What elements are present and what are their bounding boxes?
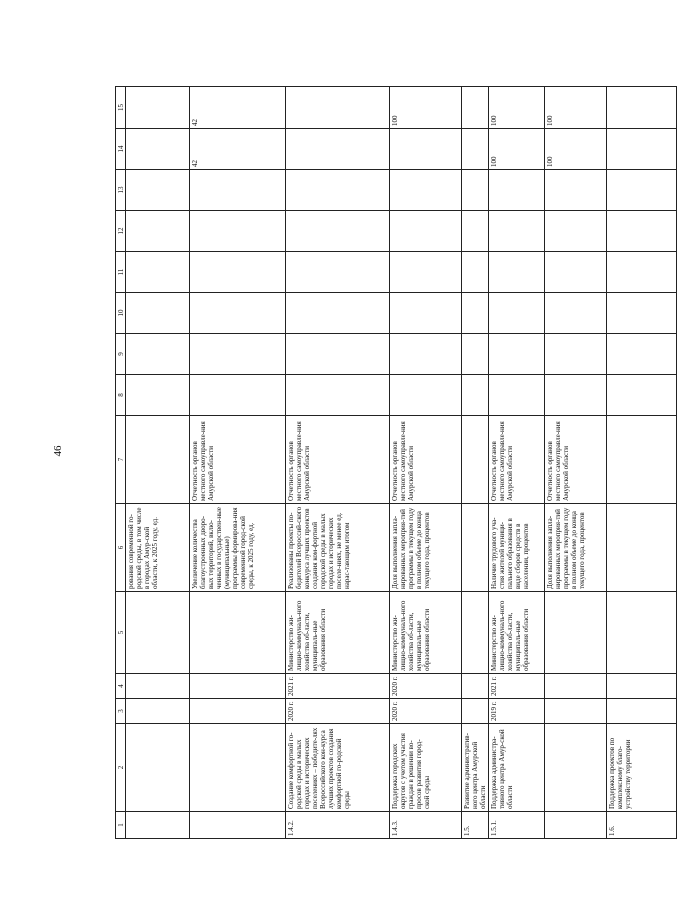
table-cell-col-3 <box>462 699 489 724</box>
table-cell-col-14: 100 <box>489 129 545 170</box>
header-cell-3: 3 <box>116 699 126 724</box>
table-cell-col-7: Отчетность органов местного самоуправле-ния Амурской области <box>286 416 390 504</box>
table-cell-col-11 <box>489 252 545 293</box>
table-cell-col-13 <box>462 170 489 211</box>
header-cell-11: 11 <box>116 252 126 293</box>
table-cell-col-13 <box>607 170 677 211</box>
table-cell-col-6: Наличие трудового уча-стия жителей муници-пального образования в виде сборов средств в населении, процентов <box>489 504 545 592</box>
table-cell-col-11 <box>190 252 286 293</box>
table-cell-col-3: 2020 г. <box>286 699 390 724</box>
table-cell-col-13 <box>390 170 462 211</box>
table-row <box>489 87 545 839</box>
table-row <box>190 87 286 839</box>
table-cell-col-2: Поддержка городских округов с учетом участия граждан в решении во-просов развития город-ской среды <box>390 724 462 812</box>
page-number: 46 <box>52 445 64 457</box>
table-cell-col-6: Реализованы проекты по-бедителей Всероссий-ского конкурса лучших проектов создания ком-фортной городской среды в малых городах и исторических поселе-ниях, не менее ед. нарас-тающим итогом <box>286 504 390 592</box>
table-cell-col-15: 100 <box>545 87 607 129</box>
table-cell-col-11 <box>126 252 190 293</box>
table-cell-col-6: Доля выполнения запла-нированных мероприя-тий программы в текущем году в полном объеме до конца текущего года, процентов <box>390 504 462 592</box>
table-cell-col-4 <box>126 674 190 699</box>
table-cell-col-12 <box>390 211 462 252</box>
header-cell-7: 7 <box>116 416 126 504</box>
table-cell-col-8 <box>607 375 677 416</box>
table-cell-col-12 <box>607 211 677 252</box>
table-cell-col-3 <box>545 699 607 724</box>
table-cell-col-7 <box>462 416 489 504</box>
table-cell-col-7 <box>126 416 190 504</box>
table-cell-col-4 <box>462 674 489 699</box>
table-cell-col-14: 100 <box>545 129 607 170</box>
header-cell-10: 10 <box>116 293 126 334</box>
program-measures-table <box>115 86 677 839</box>
table-row <box>286 87 390 839</box>
table-cell-col-8 <box>190 375 286 416</box>
table-cell-col-7: Отчетность органов местного самоуправле-ния Амурской области <box>190 416 286 504</box>
table-cell-col-5 <box>545 592 607 674</box>
header-cell-2: 2 <box>116 724 126 812</box>
table-cell-col-14: 42 <box>190 129 286 170</box>
table-cell-col-10 <box>489 293 545 334</box>
table-cell-col-8 <box>545 375 607 416</box>
table-cell-col-9 <box>390 334 462 375</box>
header-cell-6: 6 <box>116 504 126 592</box>
table-cell-col-8 <box>126 375 190 416</box>
table-cell-col-1: 1.4.2. <box>286 812 390 839</box>
header-cell-12: 12 <box>116 211 126 252</box>
table-cell-col-14 <box>286 129 390 170</box>
table-cell-col-9 <box>489 334 545 375</box>
table-cell-col-10 <box>607 293 677 334</box>
table-cell-col-10 <box>545 293 607 334</box>
table-cell-col-5: Министерство жи-лищно-коммуналь-ного хозяйства об-ласти, муниципаль-ные образования области <box>286 592 390 674</box>
table-cell-col-4 <box>607 674 677 699</box>
table-cell-col-7: Отчетность органов местного самоуправле-ния Амурской области <box>545 416 607 504</box>
table-cell-col-10 <box>190 293 286 334</box>
table-cell-col-8 <box>489 375 545 416</box>
table-cell-col-5 <box>190 592 286 674</box>
table-cell-col-4: 2020 г. <box>390 674 462 699</box>
table-cell-col-10 <box>126 293 190 334</box>
table-cell-col-13 <box>286 170 390 211</box>
table-cell-col-4 <box>190 674 286 699</box>
table-cell-col-10 <box>390 293 462 334</box>
table-cell-col-3: 2019 г. <box>489 699 545 724</box>
table-cell-col-6: Увеличение количества благоустроенных дворо-вых территорий, вклю-ченных в государствен-ные (муниципальные) программы формирова-ния современной город-ской среды, к 2025 году, ед. <box>190 504 286 592</box>
table-cell-col-12 <box>462 211 489 252</box>
table-cell-col-10 <box>462 293 489 334</box>
table-cell-col-14 <box>390 129 462 170</box>
table-cell-col-2 <box>545 724 607 812</box>
table-cell-col-9 <box>462 334 489 375</box>
table-cell-col-12 <box>190 211 286 252</box>
table-cell-col-5: Министерство жи-лищно-коммуналь-ного хозяйства об-ласти, муниципаль-ные образования области <box>390 592 462 674</box>
table-cell-col-11 <box>607 252 677 293</box>
table-cell-col-9 <box>607 334 677 375</box>
table-cell-col-14 <box>462 129 489 170</box>
table-cell-col-1 <box>126 812 190 839</box>
table-cell-col-11 <box>545 252 607 293</box>
header-cell-5: 5 <box>116 592 126 674</box>
header-cell-13: 13 <box>116 170 126 211</box>
table-cell-col-14 <box>126 129 190 170</box>
header-cell-14: 14 <box>116 129 126 170</box>
table-cell-col-1: 1.5. <box>462 812 489 839</box>
table-cell-col-13 <box>545 170 607 211</box>
header-cell-9: 9 <box>116 334 126 375</box>
table-cell-col-1: 1.6. <box>607 812 677 839</box>
table-cell-col-3 <box>126 699 190 724</box>
table-cell-col-15 <box>607 87 677 129</box>
table-cell-col-15: 42 <box>190 87 286 129</box>
table-cell-col-8 <box>286 375 390 416</box>
table-cell-col-2 <box>190 724 286 812</box>
table-cell-col-15: 100 <box>489 87 545 129</box>
table-cell-col-13 <box>489 170 545 211</box>
table-cell-col-2: Поддержка проектов по комплексному благо-устройству территории <box>607 724 677 812</box>
table-cell-col-15 <box>462 87 489 129</box>
table-row <box>607 87 677 839</box>
table-cell-col-9 <box>545 334 607 375</box>
table-cell-col-9 <box>126 334 190 375</box>
table-cell-col-8 <box>462 375 489 416</box>
table-cell-col-7 <box>607 416 677 504</box>
table-cell-col-4: 2021 г. <box>489 674 545 699</box>
table-cell-col-9 <box>286 334 390 375</box>
table-cell-col-1 <box>545 812 607 839</box>
table-cell-col-6: Доля выполнения запла-нированных мероприя-тий программы в текущем году в полном объеме до конца текущего года, процентов <box>545 504 607 592</box>
header-cell-4: 4 <box>116 674 126 699</box>
table-cell-col-5 <box>607 592 677 674</box>
table-row <box>126 87 190 839</box>
table-cell-col-2: Создание комфортной го-родской среды в малых городах и исторических поселениях – победите-лях Всероссийского кон-курса лучших проектов создания комфортной го-родской среды <box>286 724 390 812</box>
table-cell-col-7: Отчетность органов местного самоуправле-ния Амурской области <box>489 416 545 504</box>
table-cell-col-15 <box>126 87 190 129</box>
table-cell-col-15 <box>286 87 390 129</box>
table-cell-col-9 <box>190 334 286 375</box>
table-cell-col-6: рования современной го-родской среды, в том числе в городах Амур-ской области, к 2025 году, ед. <box>126 504 190 592</box>
table-cell-col-13 <box>126 170 190 211</box>
table-cell-col-14 <box>607 129 677 170</box>
table-row <box>545 87 607 839</box>
table-cell-col-5 <box>126 592 190 674</box>
table-cell-col-12 <box>489 211 545 252</box>
table-cell-col-2: Развитие административ-ного центра Амурской области <box>462 724 489 812</box>
table-row <box>462 87 489 839</box>
header-cell-1: 1 <box>116 812 126 839</box>
table-cell-col-5: Министерство жи-лищно-коммуналь-ного хозяйства об-ласти, муниципаль-ные образования области <box>489 592 545 674</box>
table-row <box>390 87 462 839</box>
table-header-row <box>116 87 126 839</box>
table-cell-col-4 <box>545 674 607 699</box>
table-cell-col-11 <box>462 252 489 293</box>
table-rotation-wrapper <box>115 87 632 839</box>
header-cell-15: 15 <box>116 87 126 129</box>
rotated-table-area <box>115 87 632 839</box>
table-cell-col-5 <box>462 592 489 674</box>
table-cell-col-3 <box>607 699 677 724</box>
table-cell-col-1 <box>190 812 286 839</box>
table-cell-col-8 <box>390 375 462 416</box>
table-cell-col-6 <box>462 504 489 592</box>
table-cell-col-12 <box>545 211 607 252</box>
table-cell-col-12 <box>126 211 190 252</box>
table-cell-col-15: 100 <box>390 87 462 129</box>
header-cell-8: 8 <box>116 375 126 416</box>
table-cell-col-1: 1.4.3. <box>390 812 462 839</box>
table-cell-col-11 <box>390 252 462 293</box>
table-cell-col-13 <box>190 170 286 211</box>
table-cell-col-3 <box>190 699 286 724</box>
table-cell-col-4: 2021 г. <box>286 674 390 699</box>
table-cell-col-3: 2020 г. <box>390 699 462 724</box>
table-cell-col-10 <box>286 293 390 334</box>
table-cell-col-11 <box>286 252 390 293</box>
table-cell-col-2: Поддержка администра-тивного центра Амур-ской области <box>489 724 545 812</box>
table-cell-col-7: Отчетность органов местного самоуправле-ния Амурской области <box>390 416 462 504</box>
table-cell-col-6 <box>607 504 677 592</box>
table-cell-col-12 <box>286 211 390 252</box>
table-cell-col-2 <box>126 724 190 812</box>
table-cell-col-1: 1.5.1. <box>489 812 545 839</box>
